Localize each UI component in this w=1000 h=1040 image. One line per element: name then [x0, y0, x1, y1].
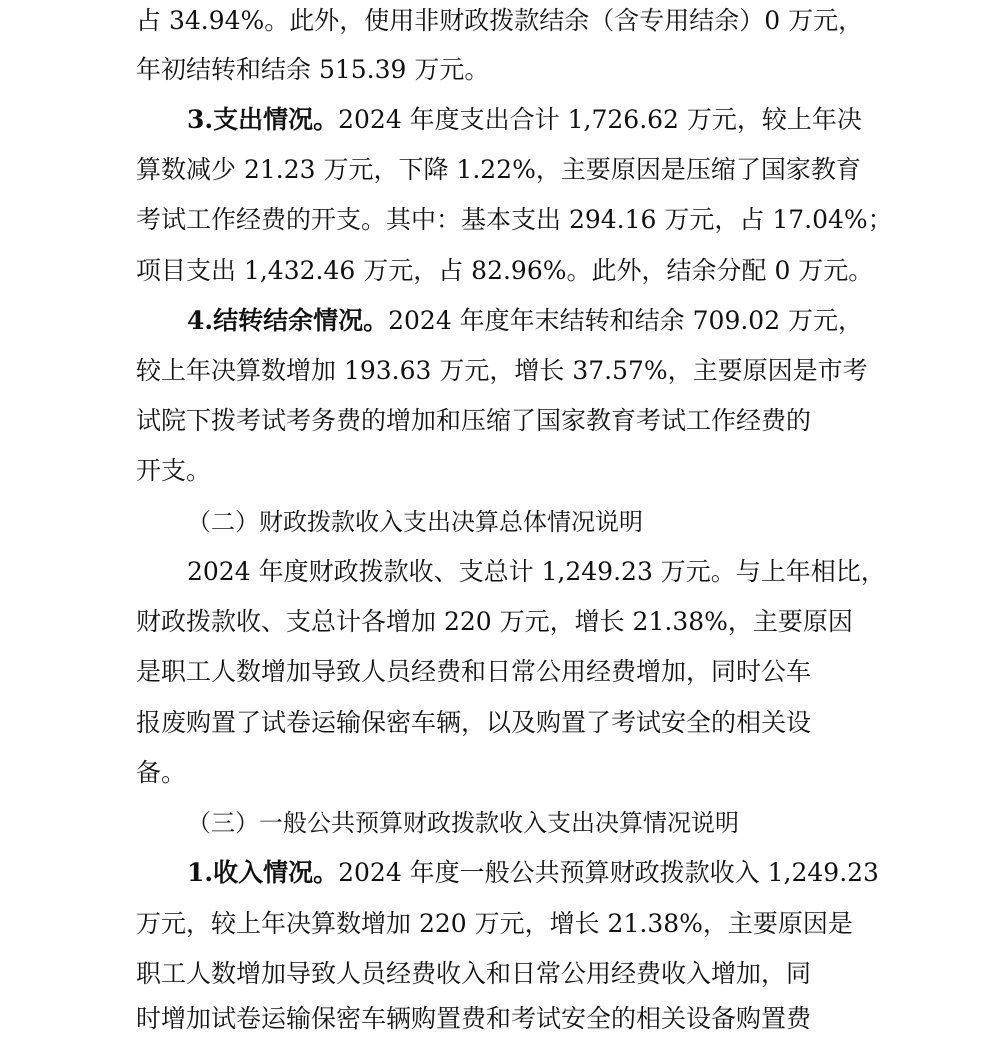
paragraph-line — [136, 350, 896, 392]
paragraph-line — [136, 250, 896, 292]
line-text: 占 34.94%。此外，使用非财政拨款结余（含专用结余）0 万元， — [136, 6, 864, 35]
line-text: 报废购置了试卷运输保密车辆，以及购置了考试安全的相关设 — [136, 708, 812, 737]
line-text: （二）财政拨款收入支出决算总体情况说明 — [187, 508, 643, 536]
line-text: 时增加试卷运输保密车辆购置费和考试安全的相关设备购置费 — [136, 1004, 812, 1033]
line-text: 万元，较上年决算数增加 220 万元，增长 21.38%，主要原因是 — [136, 909, 853, 938]
section-3-heading: 3.支出情况。 — [187, 105, 339, 134]
line-text: 2024 年度财政拨款收、支总计 1,249.23 万元。与上年相比， — [187, 557, 886, 586]
line-text: 年初结转和结余 515.39 万元。 — [136, 55, 490, 84]
paragraph-line — [136, 752, 896, 794]
section-3-heading-line — [187, 99, 947, 141]
line-text: 财政拨款收、支总计各增加 220 万元，增长 21.38%，主要原因 — [136, 607, 853, 636]
line-text: 考试工作经费的开支。其中：基本支出 294.16 万元，占 17.04%； — [136, 205, 893, 234]
section-1-heading: 1.收入情况。 — [187, 858, 339, 887]
paragraph-line — [136, 601, 896, 643]
section-4-heading-line — [187, 300, 947, 342]
line-text: 较上年决算数增加 193.63 万元，增长 37.57%，主要原因是市考 — [136, 356, 868, 385]
line-text: 项目支出 1,432.46 万元，占 82.96%。此外，结余分配 0 万元。 — [136, 256, 874, 285]
section-1-heading-line — [187, 852, 947, 894]
line-text: 算数减少 21.23 万元，下降 1.22%，主要原因是压缩了国家教育 — [136, 155, 861, 184]
line-text: 试院下拨考试考务费的增加和压缩了国家教育考试工作经费的 — [136, 406, 812, 435]
line-text: 开支。 — [136, 456, 212, 485]
paragraph-line — [136, 953, 896, 995]
paragraph-line — [136, 450, 896, 492]
paragraph-line — [136, 0, 896, 42]
line-text: 是职工人数增加导致人员经费和日常公用经费增加，同时公车 — [136, 657, 812, 686]
line-text: 2024 年度一般公共预算财政拨款收入 1,249.23 — [338, 858, 879, 887]
subsection-3-heading — [187, 802, 947, 844]
paragraph-line — [136, 199, 896, 241]
paragraph-line — [136, 903, 896, 945]
line-text: 2024 年度支出合计 1,726.62 万元，较上年决 — [338, 105, 862, 134]
paragraph-line — [136, 651, 896, 693]
paragraph-line — [136, 149, 896, 191]
paragraph-line — [136, 49, 896, 91]
paragraph-line — [136, 998, 896, 1040]
paragraph-line — [136, 702, 896, 744]
paragraph-line — [187, 551, 947, 593]
section-4-heading: 4.结转结余情况。 — [187, 306, 389, 335]
line-text: 2024 年度年末结转和结余 709.02 万元， — [388, 306, 864, 335]
line-text: （三）一般公共预算财政拨款收入支出决算情况说明 — [187, 809, 739, 837]
paragraph-line — [136, 400, 896, 442]
subsection-2-heading — [187, 501, 947, 543]
line-text: 备。 — [136, 758, 187, 787]
line-text: 职工人数增加导致人员经费收入和日常公用经费收入增加，同 — [136, 959, 812, 988]
